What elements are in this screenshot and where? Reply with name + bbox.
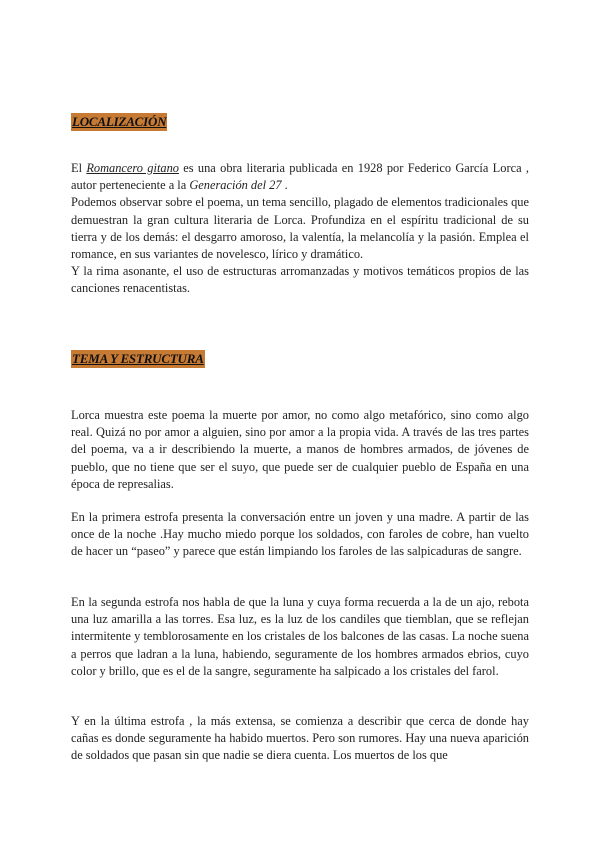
- paragraph-second-stanza: En la segunda estrofa nos habla de que la luna y cuya forma recuerda a la de un ajo, rebota una luz amarilla a las torres. Esa luz, es la luz de los candiles que tiemblan, que se reflejan intermitente y temblorosamente en los cristales de los balcones de las casas. La noche suena a perros que ladran a la luna, habiendo, seguramente de los hombres armados ebrios, cuyo color y brillo, que es el de la sangre, seguramente ha salpicado a los cristales del farol.: [71, 595, 529, 678]
- paragraph-theme-description: Podemos observar sobre el poema, un tema sencillo, plagado de elementos tradicionales que demuestran la gran cultura literaria de Lorca. Profundiza en el espíritu tradicional de su tierra y de los demás: el desgarro amoroso, la valentía, la melancolía y la pasión. Emplea el romance, en sus variantes de novelesco, lírico y dramático.: [71, 195, 529, 262]
- book-title-link: Romancero gitano: [86, 161, 179, 175]
- paragraph-last-stanza: Y en la última estrofa , la más extensa, se comienza a describir que cerca de donde hay cañas es donde seguramente ha habido muertos. Pero son rumores. Hay una nueva aparición de soldados que pasan sin que nadie se diera cuenta. Los muertos de los que: [71, 714, 529, 763]
- section-heading-tema-estructura: TEMA Y ESTRUCTURA: [72, 351, 204, 366]
- intro-text-end: .: [281, 178, 288, 193]
- paragraph-rhyme: Y la rima asonante, el uso de estructuras arromanzadas y motivos temáticos propios de las canciones renacentistas.: [71, 264, 529, 296]
- intro-text-start: El: [71, 161, 87, 175]
- paragraph-intro: [71, 160, 529, 298]
- intro-text-middle: es una obra literaria publicada en 1928 por Federico García Lorca , autor perteneciente a la: [71, 161, 529, 193]
- paragraph-first-stanza: En la primera estrofa presenta la conversación entre un joven y una madre. A partir de las once de la noche .Hay mucho miedo porque los soldados, con faroles de cobre, han vuelto de hacer un “paseo” y parece que están limpiando los faroles de las salpicaduras de sangre.: [71, 510, 529, 559]
- generation-name: Generación del 27: [189, 178, 282, 193]
- section-heading-localizacion: LOCALIZACIÓN: [72, 114, 167, 129]
- paragraph-death-for-love: Lorca muestra este poema la muerte por amor, no como algo metafórico, sino como algo real. Quizá no por amor a alguien, sino por amor a la propia vida. A través de las tres partes del poema, va a ir describiendo la muerte, a manos de hombres armados, de jóvenes de pueblo, que no tiene que ser el suyo, que puede ser de cualquier pueblo de España en una época de represalias.: [71, 408, 529, 491]
